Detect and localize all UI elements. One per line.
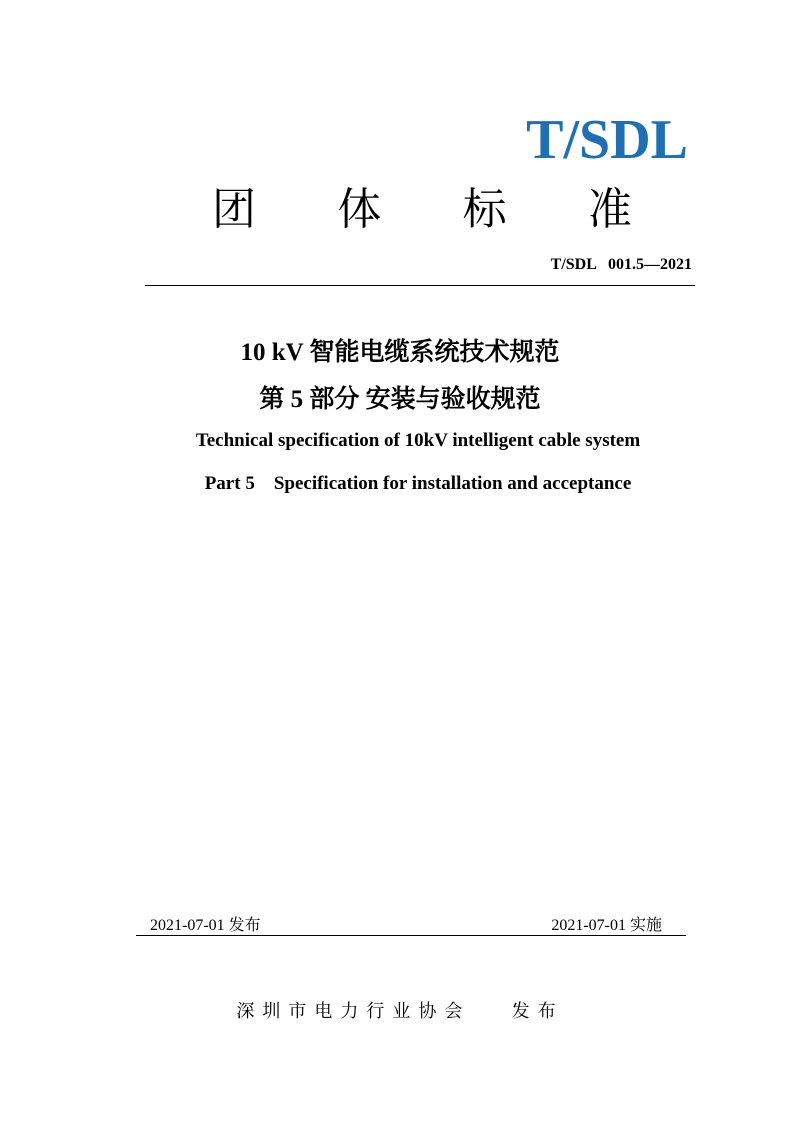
implementation-date: 2021-07-01 实施 xyxy=(551,917,662,934)
standard-logo: T/SDL xyxy=(526,109,688,171)
chinese-title-line-2: 第 5 部分 安装与验收规范 xyxy=(259,386,541,413)
standard-number: T/SDL 001.5—2021 xyxy=(550,256,692,273)
publisher: 深圳市电力行业协会 发布 xyxy=(236,1001,564,1022)
document-type-char: 准 xyxy=(587,184,632,235)
document-type-heading xyxy=(212,184,632,235)
document-type-char: 体 xyxy=(337,184,382,235)
document-type-char: 团 xyxy=(212,184,256,235)
document-type-char: 标 xyxy=(462,184,507,235)
issue-date: 2021-07-01 发布 xyxy=(150,917,261,934)
header-divider xyxy=(145,285,695,286)
english-title-line-1: Technical specification of 10kV intelligent cable system xyxy=(195,430,641,451)
footer-divider xyxy=(136,935,686,936)
english-title-line-2: Part 5 Specification for installation and acceptance xyxy=(204,473,632,494)
chinese-title-line-1: 10 kV 智能电缆系统技术规范 xyxy=(240,339,560,366)
